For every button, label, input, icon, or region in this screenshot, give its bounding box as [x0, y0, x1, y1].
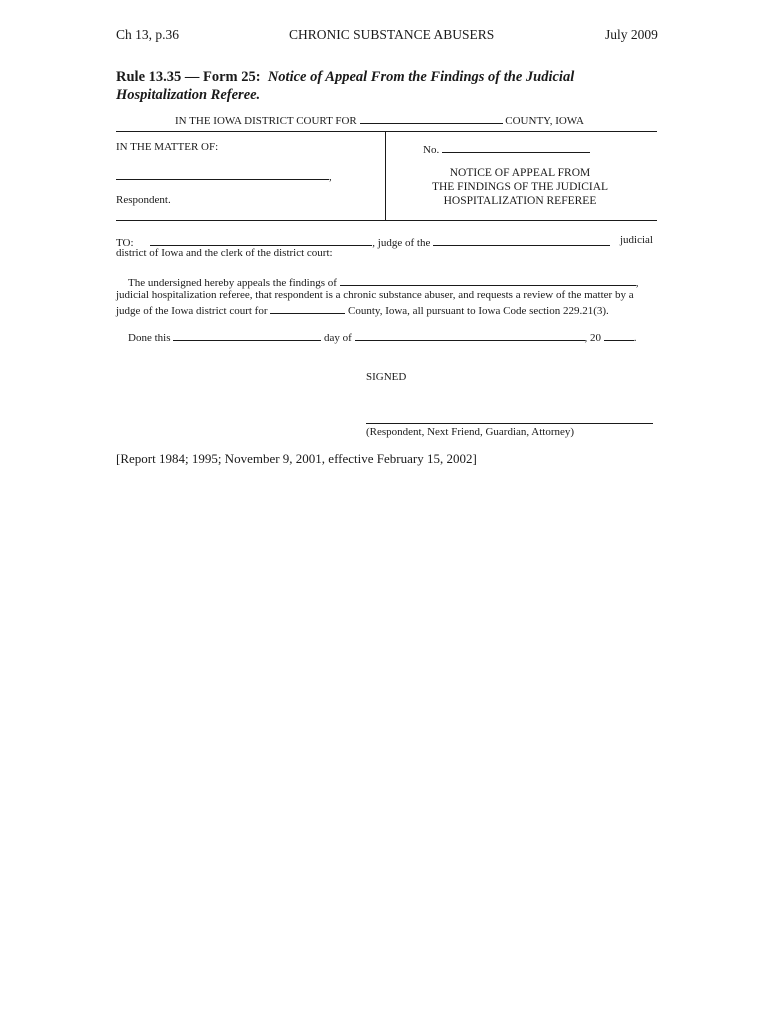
rule-title — [116, 68, 661, 104]
day-of-label: day of — [323, 332, 352, 344]
court-line-before: IN THE IOWA DISTRICT COURT FOR — [175, 115, 357, 127]
court-line — [175, 112, 584, 127]
notice-title-line-1: NOTICE OF APPEAL FROM — [449, 167, 591, 179]
judge-of-the-text: , judge of the — [372, 237, 431, 249]
header-date: July 2009 — [605, 27, 658, 42]
caption-top-rule — [116, 131, 657, 132]
rule-title-prefix: Rule 13.35 — Form 25: — [116, 69, 261, 85]
referee-name-blank[interactable] — [340, 274, 636, 286]
to-label: TO: — [116, 237, 134, 249]
notice-title-line-3: HOSPITALIZATION REFEREE — [443, 195, 597, 207]
done-period: . — [633, 332, 637, 344]
case-number-blank[interactable] — [442, 141, 590, 153]
header-chapter-title: CHRONIC SUBSTANCE ABUSERS — [289, 27, 495, 42]
case-number-label: No. — [423, 144, 440, 156]
case-number-line — [423, 141, 590, 156]
done-this-label: Done this — [128, 332, 171, 344]
signature-line[interactable] — [366, 423, 653, 424]
respondent-name-blank[interactable] — [116, 168, 329, 180]
respondent-label: Respondent. — [116, 194, 171, 206]
signature-caption: (Respondent, Next Friend, Guardian, Attorney) — [366, 426, 575, 438]
to-line-2: district of Iowa and the clerk of the district court: — [116, 247, 333, 259]
district-county-blank[interactable] — [270, 302, 345, 314]
year-prefix: , 20 — [584, 332, 602, 344]
judicial-word: judicial — [620, 234, 653, 246]
rule-title-italic: Notice of Appeal From the Findings of the Judicial Hospitalization Referee. — [116, 69, 575, 103]
respondent-comma: , — [329, 171, 332, 183]
in-the-matter-of: IN THE MATTER OF: — [116, 141, 219, 153]
judicial-district-blank[interactable] — [433, 234, 610, 246]
appeal-line-1-comma: , — [635, 277, 639, 289]
appeal-line-3-start: judge of the Iowa district court for — [116, 305, 268, 317]
respondent-name-line — [116, 168, 332, 183]
appeal-line-2: judicial hospitalization referee, that respondent is a chronic substance abuser, and requests a review of the matter by a — [116, 289, 634, 301]
header-chapter-page: Ch 13, p.36 — [116, 27, 180, 42]
month-blank[interactable] — [355, 329, 585, 341]
notice-title — [395, 166, 645, 208]
history-note: [Report 1984; 1995; November 9, 2001, effective February 15, 2002] — [116, 451, 477, 466]
county-blank[interactable] — [360, 112, 503, 124]
judge-name-blank[interactable] — [150, 234, 372, 246]
year-blank[interactable] — [604, 329, 634, 341]
notice-title-line-2: THE FINDINGS OF THE JUDICIAL — [431, 181, 609, 193]
appeal-line-1-text: The undersigned hereby appeals the findings of — [128, 277, 337, 289]
caption-bottom-rule — [116, 220, 657, 221]
done-this-line — [128, 329, 637, 346]
day-blank[interactable] — [173, 329, 321, 341]
caption-divider — [385, 131, 386, 220]
court-line-after: COUNTY, IOWA — [505, 115, 584, 127]
appeal-line-3 — [116, 302, 609, 319]
appeal-line-3-end: County, Iowa, all pursuant to Iowa Code section 229.21(3). — [348, 305, 609, 317]
signed-label: SIGNED — [366, 371, 407, 383]
